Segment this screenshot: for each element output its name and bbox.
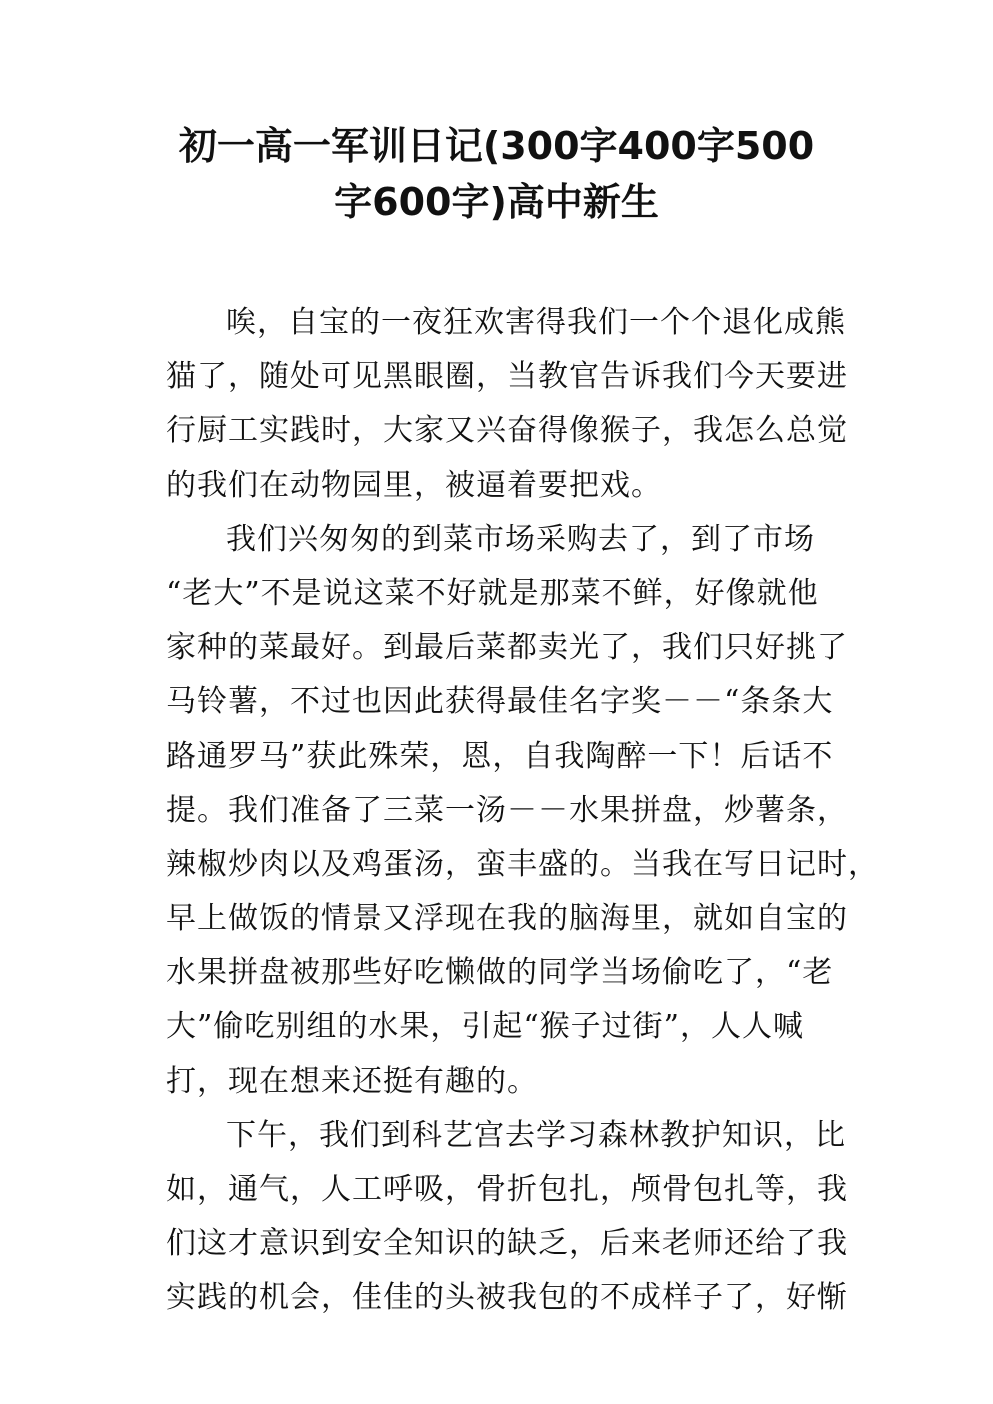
paragraph-1 [166,296,846,513]
text-line: 唉，自宝的一夜狂欢害得我们一个个退化成熊 [226,305,846,340]
text-line: 打，现在想来还挺有趣的。 [166,1063,538,1099]
text-line: 马铃薯，不过也因此获得最佳名字奖－－“条条大 [166,684,834,720]
title-line-2: 字600字)高中新生 [334,180,659,224]
document-body [166,296,879,1326]
text-line: 行厨工实践时，大家又兴奋得像猴子，我怎么总觉 [166,413,848,449]
text-line: 提。我们准备了三菜一汤－－水果拼盘，炒薯条， [166,792,848,828]
text-line: 如，通气，人工呼吸，骨折包扎，颅骨包扎等，我 [166,1172,848,1207]
text-line: 猫了，随处可见黑眼圈，当教官告诉我们今天要进 [166,359,848,395]
text-line: 辣椒炒肉以及鸡蛋汤，蛮丰盛的。当我在写日记时， [166,846,879,882]
text-line: 水果拼盘被那些好吃懒做的同学当场偷吃了，“老 [166,955,834,991]
text-line: 我们兴匆匆的到菜市场采购去了，到了市场 [226,521,815,557]
text-line: 们这才意识到安全知识的缺乏，后来老师还给了我 [166,1226,848,1262]
text-line: 的我们在动物园里，被逼着要把戏。 [166,467,662,503]
paragraph-2 [166,513,879,1109]
text-line: 下午，我们到科艺宫去学习森林教护知识，比 [226,1117,846,1153]
text-line: 家种的菜最好。到最后菜都卖光了，我们只好挑了 [166,630,848,666]
text-line: 实践的机会，佳佳的头被我包的不成样子了，好惭 [166,1280,848,1316]
text-line: 大”偷吃别组的水果，引起“猴子过街”，人人喊 [166,1009,805,1045]
title-line-1: 初一高一军训日记(300字400字500 [178,124,815,168]
text-line: 路通罗马”获此殊荣，恩，自我陶醉一下！后话不 [166,738,834,774]
text-line: 早上做饭的情景又浮现在我的脑海里，就如自宝的 [166,901,848,937]
document-title [120,118,873,230]
text-line: “老大”不是说这菜不好就是那菜不鲜，好像就他 [166,575,819,611]
paragraph-3 [166,1109,846,1326]
